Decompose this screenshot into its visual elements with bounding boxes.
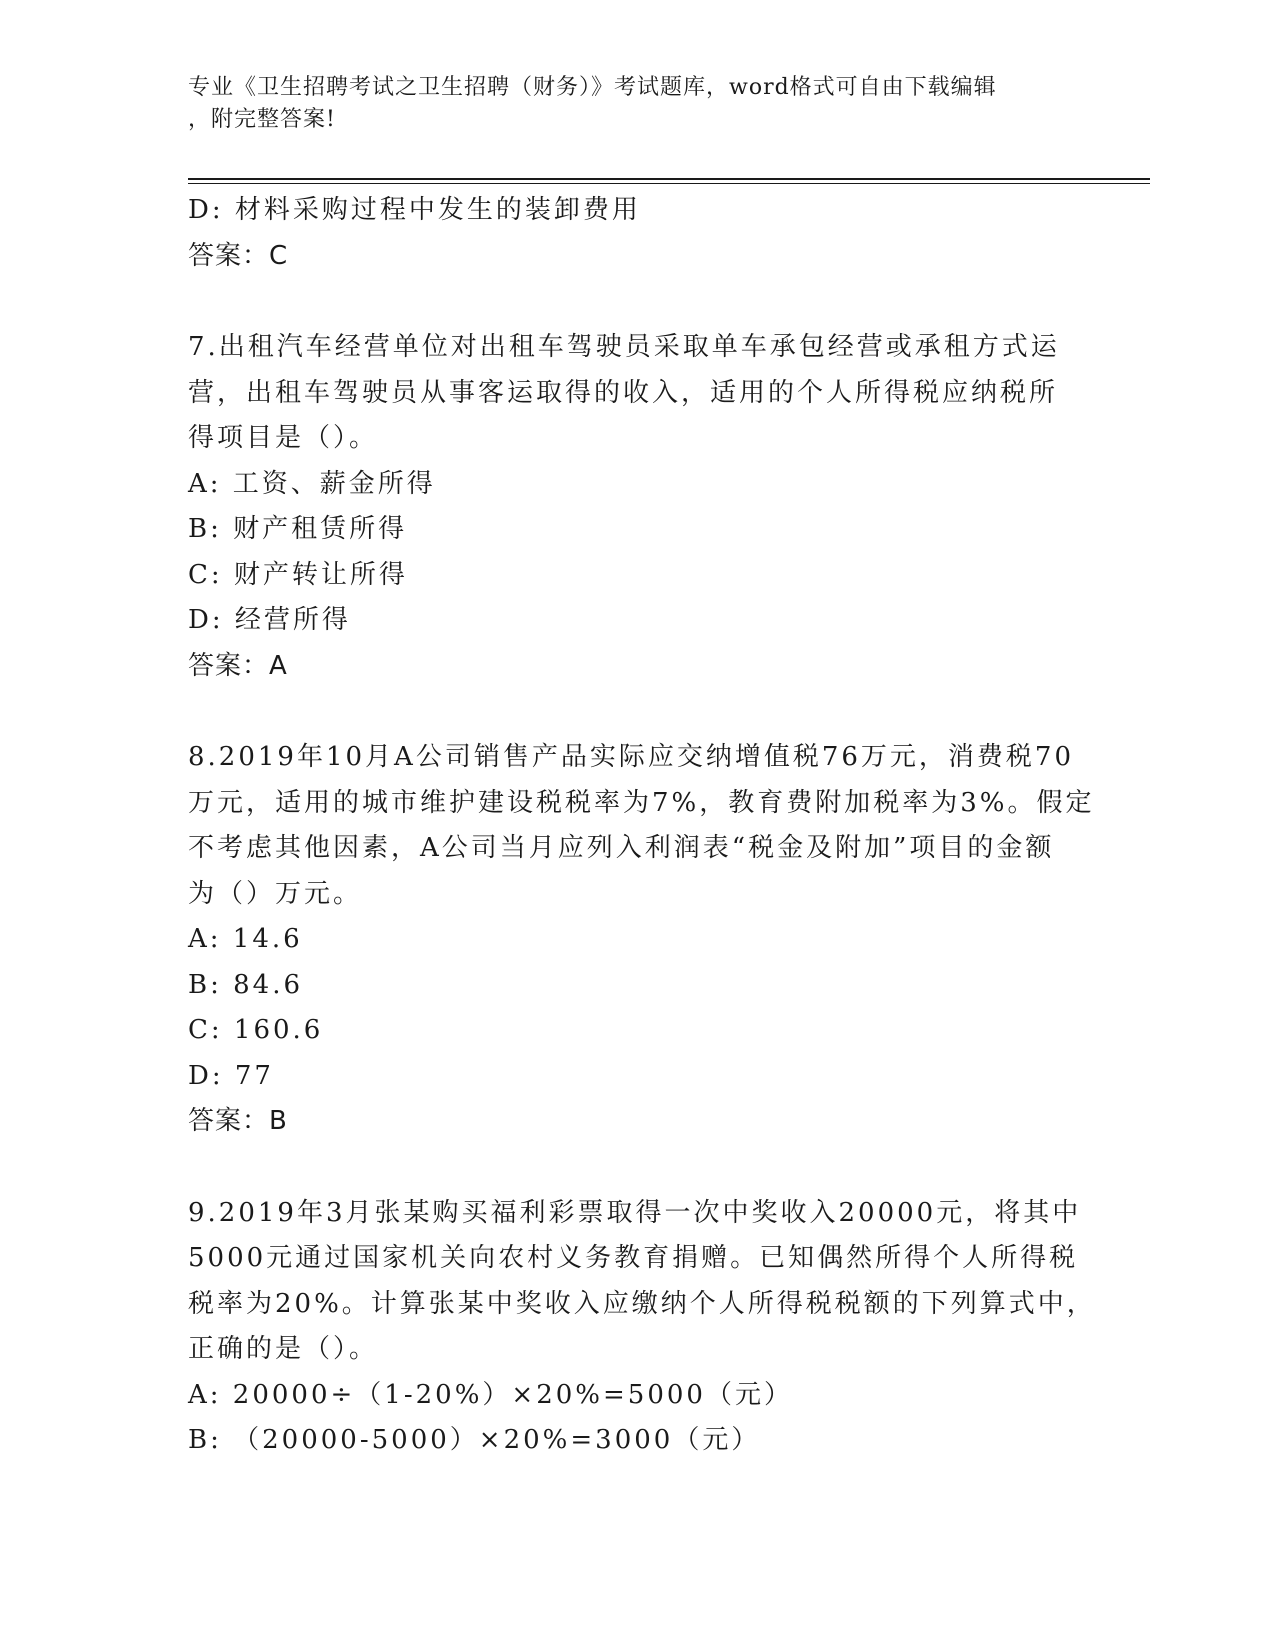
option-c: C: 财产转让所得: [188, 559, 408, 590]
question-7: [188, 325, 1088, 689]
question-stem: 得项目是（）。: [188, 423, 379, 453]
question-6: [188, 188, 1088, 279]
option-a: A: 14.6: [188, 924, 303, 954]
question-stem: 7.出租汽车经营单位对出租车驾驶员采取单车承包经营或承租方式运: [188, 332, 1060, 362]
option-b: B: 84.6: [188, 969, 304, 1000]
answer: 答案：C: [188, 240, 289, 271]
option-b: B: 财产租赁所得: [188, 514, 408, 544]
question-stem: 营，出租车驾驶员从事客运取得的收入，适用的个人所得税应纳税所: [188, 377, 1059, 408]
question-stem: 税率为20%。计算张某中奖收入应缴纳个人所得税税额的下列算式中，: [188, 1288, 1096, 1319]
header-rule-thin: [188, 183, 1150, 184]
answer: 答案：A: [188, 650, 288, 681]
option-c: C: 160.6: [188, 1015, 324, 1045]
question-stem: 为（）万元。: [188, 878, 363, 909]
option-d: D: 77: [188, 1060, 274, 1091]
question-stem: 9.2019年3月张某购买福利彩票取得一次中奖收入20000元，将其中: [188, 1197, 1082, 1228]
answer: 答案：B: [188, 1106, 288, 1136]
question-stem: 5000元通过国家机关向农村义务教育捐赠。已知偶然所得个人所得税: [188, 1243, 1079, 1273]
option-a: A: 20000÷（1-20%）×20%=5000（元）: [188, 1379, 793, 1410]
option-d: D: 材料采购过程中发生的装卸费用: [188, 195, 641, 225]
option-d: D: 经营所得: [188, 605, 351, 635]
question-list: [188, 188, 1096, 1464]
header-line-2: ，附完整答案!: [188, 107, 336, 132]
question-stem: 正确的是（）。: [188, 1334, 379, 1364]
question-stem: 万元，适用的城市维护建设税税率为7%，教育费附加税率为3%。假定: [188, 787, 1095, 818]
question-stem: 8.2019年10月A公司销售产品实际应交纳增值税76万元，消费税70: [188, 742, 1075, 772]
question-stem: 不考虑其他因素，A公司当月应列入利润表“税金及附加”项目的金额: [188, 833, 1055, 863]
option-a: A: 工资、薪金所得: [188, 468, 436, 499]
option-b: B: （20000-5000）×20%=3000（元）: [188, 1425, 761, 1455]
question-9: [188, 1191, 1096, 1464]
header-line-1: 专业《卫生招聘考试之卫生招聘（财务）》考试题库，word格式可自由下载编辑: [188, 75, 997, 100]
header-rule-thick: [188, 178, 1150, 180]
document-header: [188, 72, 1068, 136]
question-8: [188, 735, 1095, 1145]
